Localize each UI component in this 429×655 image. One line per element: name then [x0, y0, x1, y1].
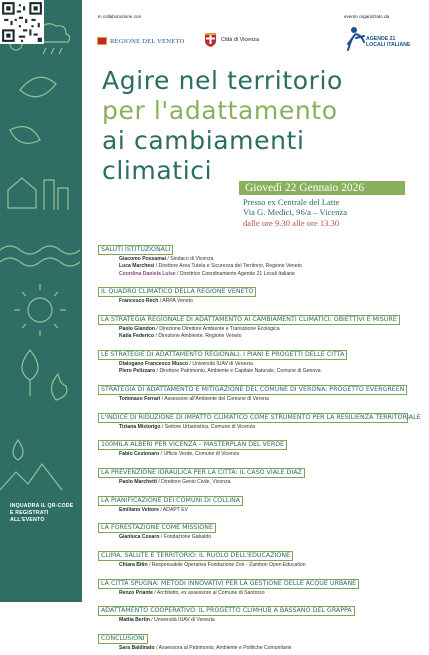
event-title: [102, 66, 343, 186]
speaker-line: [98, 507, 418, 514]
speaker-line: [98, 534, 418, 541]
speaker-line: [98, 326, 418, 333]
speaker-role: / Assessora al Patrimonio, Ambiente e Politiche Comunitarie: [154, 645, 292, 652]
speaker-name: Fabio Cestonaro: [119, 451, 160, 458]
section-title: LA PREVENZIONE IDRAULICA PER LA CITTÀ: IL CASO VIALE DIAZ: [98, 468, 305, 478]
section-title: CONCLUSIONI: [98, 634, 148, 644]
speaker-name: Sara Baldinato: [119, 645, 155, 652]
title-line-4: climatici: [102, 156, 213, 185]
section-title: CLIMA, SALUTE E TERRITORIO: IL RUOLO DELL'EDUCAZIONE: [98, 551, 293, 561]
organizer-label: evento organizzato da: [344, 14, 390, 19]
program-section: [98, 406, 421, 431]
section-title: 100MILA ALBERI PER VICENZA – MASTERPLAN DEL VERDE: [98, 440, 287, 450]
speaker-name: Luca Marchesi: [119, 263, 155, 270]
section-title: IL QUADRO CLIMATICO DELLA REGIONE VENETO: [98, 287, 256, 297]
speaker-role: / Sindaco di Vicenza: [166, 256, 214, 262]
program-section: [98, 343, 418, 376]
speaker-name: Mattia Bertin: [119, 617, 150, 624]
veneto-logo-text: REGIONE DEL VENETO: [110, 37, 185, 45]
speaker-name: Katia Federico: [119, 333, 155, 340]
location-line-1: Presso ex Centrale del Latte: [243, 197, 340, 207]
speaker-line: [98, 368, 418, 375]
speaker-name: Francesco Rech: [119, 298, 159, 305]
speaker-line: [98, 361, 418, 368]
vicenza-logo-text: Città di Vicenza: [221, 37, 260, 43]
agende21-logo: [344, 24, 414, 58]
speaker-name: Tommaso Ferrari: [119, 395, 161, 402]
speaker-line: [98, 298, 418, 305]
program-section: [98, 433, 418, 458]
speaker-name: Emiliano Vettore: [119, 506, 159, 513]
speaker-role: / Fondazione Gabaldo: [159, 534, 212, 541]
speaker-line: [98, 396, 418, 403]
speaker-line: [98, 590, 418, 597]
event-location: [243, 197, 347, 217]
section-title: L'INDICE DI RIDUZIONE DI IMPATTO CLIMATICO COME STRUMENTO PER LA RESILIENZA TERRITORIALE: [98, 413, 408, 423]
qr-instructions: INQUADRA IL QR-CODE E REGISTRATI ALL'EVENTO: [10, 503, 74, 523]
speaker-name: Renzo Priante: [119, 589, 153, 596]
speaker-line: [98, 263, 418, 270]
speaker-name: Giacomo Possamai: [119, 256, 166, 262]
speaker-role: / Architetto, ex assessore al Comune di Santorso: [152, 589, 265, 596]
collaboration-label: in collaborazione con: [98, 14, 142, 19]
veneto-emblem-icon: [97, 37, 107, 45]
agende21-logo-text: AGENDE 21 LOCALI ITALIANE: [366, 36, 411, 48]
program-section: [98, 544, 418, 569]
speaker-name: Dialogano Francesco Musco: [119, 360, 189, 367]
speaker-role: / ARPA Veneto: [158, 298, 193, 305]
speaker-role: / Direttore Patrimonio, Ambiente e Capitale Naturale, Comune di Genova: [155, 368, 321, 375]
speaker-role: / Direttore Genio Civile, Vicenza: [156, 479, 231, 485]
speaker-role: / Assessore all'Ambiente del Comune di Verona: [160, 395, 269, 402]
title-line-2: per l'adattamento: [102, 96, 338, 125]
speaker-role: / Università IUAV di Venezia: [149, 617, 215, 624]
speaker-line: [98, 562, 418, 569]
speaker-name: Coordina Daniela Luise: [119, 270, 176, 277]
event-time: dalle ore 9.30 alle ore 13.30: [243, 218, 340, 228]
section-title: LE STRATEGIE DI ADATTAMENTO REGIONALI, I PIANI E PROGETTI DELLE CITTÀ: [98, 350, 347, 360]
section-title: STRATEGIA DI ADATTAMENTO E MITIGAZIONE DEL COMUNE DI VERONA: PROGETTO EVERGREEN: [98, 385, 407, 395]
speaker-line: [98, 451, 418, 458]
program-section: [98, 280, 418, 305]
section-title: LA PIANIFICAZIONE DEI COMUNI DI COLLINA: [98, 496, 243, 506]
speaker-line: [98, 617, 418, 624]
speaker-role: / Responsabile Operativa Fondazione Zoé - Zambon Open Education: [147, 562, 306, 569]
citta-vicenza-logo: [205, 33, 259, 47]
speaker-role: / Direzione Ambiente, Regione Veneto: [154, 333, 242, 340]
program-section: [98, 627, 418, 652]
program-section: [98, 308, 418, 341]
speaker-role: / Direzione Direttore Ambiente e Transizione Ecologica: [154, 325, 280, 332]
speaker-name: Paolo Marchetti: [119, 479, 157, 485]
program-section: [98, 516, 418, 541]
title-line-1: Agire nel territorio: [102, 66, 343, 95]
program-section: [98, 238, 418, 278]
speaker-line: [98, 424, 418, 431]
program-section: [98, 489, 418, 514]
program-section: [98, 461, 418, 486]
section-title: LA CITTÀ SPUGNA: METODI INNOVATIVI PER LA GESTIONE DELLE ACQUE URBANE: [98, 579, 359, 589]
section-title: SALUTI ISTITUZIONALI: [98, 245, 173, 255]
speaker-role: / Settore Urbanistica, Comune di Vicenza: [160, 423, 255, 430]
speaker-role: / Università IUAV di Venezia: [188, 360, 253, 367]
speaker-line: [98, 271, 418, 278]
registration-qr-code[interactable]: [0, 0, 44, 44]
program-section: [98, 378, 418, 403]
speaker-line: [98, 479, 418, 486]
speaker-name: Piero Pelizzaro: [119, 368, 156, 375]
regione-veneto-logo: [97, 37, 185, 45]
speaker-line: [98, 645, 418, 652]
speaker-name: Chiara Bitin: [119, 562, 148, 569]
speaker-role: / Ufficio Verde, Comune di Vicenza: [159, 451, 240, 458]
speaker-role: / ADAPT EV: [158, 506, 188, 513]
speaker-name: Tiziana Mistorigo: [119, 423, 161, 430]
title-line-3: ai cambiamenti: [102, 126, 305, 155]
speaker-line: [98, 333, 418, 340]
section-title: LA FORESTAZIONE COME MISSIONE: [98, 523, 216, 533]
speaker-role: / Direttore Area Tutela e Sicurezza del Territorio, Regione Veneto: [154, 263, 302, 270]
section-title: ADATTAMENTO COOPERATIVO. IL PROGETTO CLIMHUB A BASSANO DEL GRAPPA: [98, 606, 355, 616]
speaker-line: [98, 256, 418, 263]
vicenza-crest-icon: [205, 33, 216, 47]
program-section: [98, 572, 418, 597]
location-line-2: Via G. Medici, 96/a – Vicenza: [243, 207, 348, 217]
speaker-role: / Direttrice Coordinamento Agende 21 Locali Italiane: [175, 270, 295, 277]
speaker-name: Gianluca Cosaro: [119, 534, 160, 541]
speaker-name: Paolo Giandon: [119, 325, 155, 332]
section-title: LA STRATEGIA REGIONALE DI ADATTAMENTO AI CAMBIAMENTI CLIMATICI: OBIETTIVI E MISURE: [98, 315, 400, 325]
decorative-side-band: [0, 0, 82, 602]
program-section: [98, 599, 418, 624]
event-date: Giovedì 22 Gennaio 2026: [239, 181, 405, 195]
program-list: [98, 238, 421, 655]
